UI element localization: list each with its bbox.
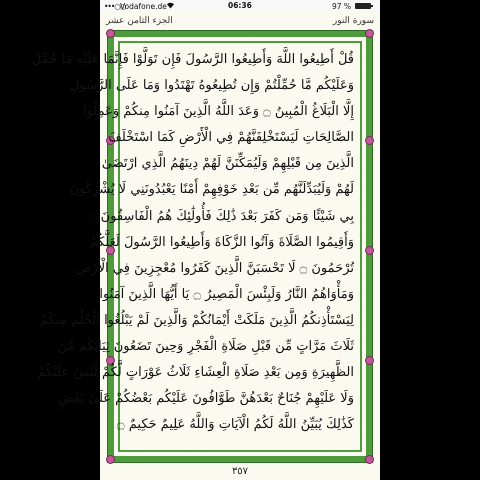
text-line: وَأَقِيمُوا الصَّلَاةَ وَآتُوا الزَّكَاةَ وَأَطِيعُوا الرَّسُولَ لَعَلَّكُمْ bbox=[89, 234, 354, 250]
page-frame bbox=[31, 30, 373, 463]
corner-ornament-icon bbox=[366, 456, 373, 463]
corner-ornament-icon bbox=[107, 30, 114, 37]
text-line: الصَّالِحَاتِ لَيَسْتَخْلِفَنَّهُمْ فِي الْأَرْضِ كَمَا اسْتَخْلَفَ bbox=[108, 130, 354, 146]
battery-percent: 97 % bbox=[332, 1, 352, 11]
battery-icon bbox=[355, 3, 371, 9]
battery-fill bbox=[356, 4, 370, 8]
clock-time: 06:36 bbox=[228, 1, 252, 10]
text-line: لِيَسْتَأْذِنكُمُ الَّذِينَ مَلَكَتْ أَيْمَانُكُمْ وَالَّذِينَ لَمْ يَبْلُغُوا الْحُلُمَ مِنكُمْ bbox=[40, 312, 354, 328]
juz-label: الجزء الثامن عشر bbox=[106, 16, 173, 26]
text-line: كَذَٰلِكَ يُبَيِّنُ اللَّهُ لَكُمُ الْآيَاتِ وَاللَّهُ عَلِيمٌ حَكِيمٌ ۝ bbox=[116, 417, 354, 433]
status-bar bbox=[100, 0, 380, 12]
signal-strength-icon: •••○○ bbox=[104, 2, 126, 11]
text-line: قُلْ أَطِيعُوا اللَّهَ وَأَطِيعُوا الرَّسُولَ فَإِن تَوَلَّوْا فَإِنَّمَا عَلَيْهِ مَا حُمِّلَ bbox=[31, 52, 354, 67]
text-line: الَّذِينَ مِن قَبْلِهِمْ وَلَيُمَكِّنَنَّ لَهُمْ دِينَهُمُ الَّذِي ارْتَضَىٰ bbox=[101, 156, 354, 172]
text-line: وَلَا عَلَيْهِمْ جُنَاحٌ بَعْدَهُنَّ طَوَّافُونَ عَلَيْكُم بَعْضُكُمْ عَلَىٰ بَعْضٍ bbox=[58, 391, 354, 407]
text-line: وَمَأْوَاهُمُ النَّارُ وَلَبِئْسَ الْمَصِيرُ ۝ يَا أَيُّهَا الَّذِينَ آمَنُوا bbox=[99, 286, 354, 302]
side-ornament-icon bbox=[366, 137, 373, 144]
corner-ornament-icon bbox=[366, 30, 373, 37]
page-number: ٣٥٧ bbox=[231, 466, 249, 477]
carrier-name: Vodafone.de bbox=[120, 1, 167, 11]
text-line: بِي شَيْئًا وَمَن كَفَرَ بَعْدَ ذَٰلِكَ فَأُولَٰئِكَ هُمُ الْفَاسِقُونَ ۝ bbox=[88, 208, 354, 224]
surah-label: سورة النور bbox=[332, 16, 374, 26]
text-line: تُرْحَمُونَ ۝ لَا تَحْسَبَنَّ الَّذِينَ كَفَرُوا مُعْجِزِينَ فِي الْأَرْضِ bbox=[75, 260, 354, 276]
text-line: لَهُمْ وَلَيُبَدِّلَنَّهُم مِّن بَعْدِ خَوْفِهِمْ أَمْنًا يَعْبُدُونَنِي لَا يُشْرِكُونَ bbox=[69, 182, 354, 198]
text-line: إِلَّا الْبَلَاغُ الْمُبِينُ ۝ وَعَدَ اللَّهُ الَّذِينَ آمَنُوا مِنكُمْ وَعَمِلُوا bbox=[82, 104, 354, 120]
text-line: الظَّهِيرَةِ وَمِن بَعْدِ صَلَاةِ الْعِشَاءِ ثَلَاثُ عَوْرَاتٍ لَّكُمْ لَيْسَ عَلَيْكُمْ bbox=[37, 365, 354, 381]
quran-text[interactable] bbox=[31, 47, 356, 446]
text-line: وَعَلَيْكُم مَّا حُمِّلْتُمْ وَإِن تُطِيعُوهُ تَهْتَدُوا وَمَا عَلَى الرَّسُولِ bbox=[69, 78, 354, 94]
wifi-icon bbox=[166, 1, 175, 11]
text-panel bbox=[31, 41, 362, 452]
corner-ornament-icon bbox=[107, 456, 114, 463]
side-ornament-icon bbox=[366, 357, 373, 364]
side-ornament-icon bbox=[366, 247, 373, 254]
phone-screen bbox=[31, 0, 380, 480]
text-line: ثَلَاثَ مَرَّاتٍ مِّن قَبْلِ صَلَاةِ الْفَجْرِ وَحِينَ تَضَعُونَ ثِيَابَكُم مِّنَ bbox=[57, 339, 354, 355]
page-header bbox=[100, 12, 380, 30]
